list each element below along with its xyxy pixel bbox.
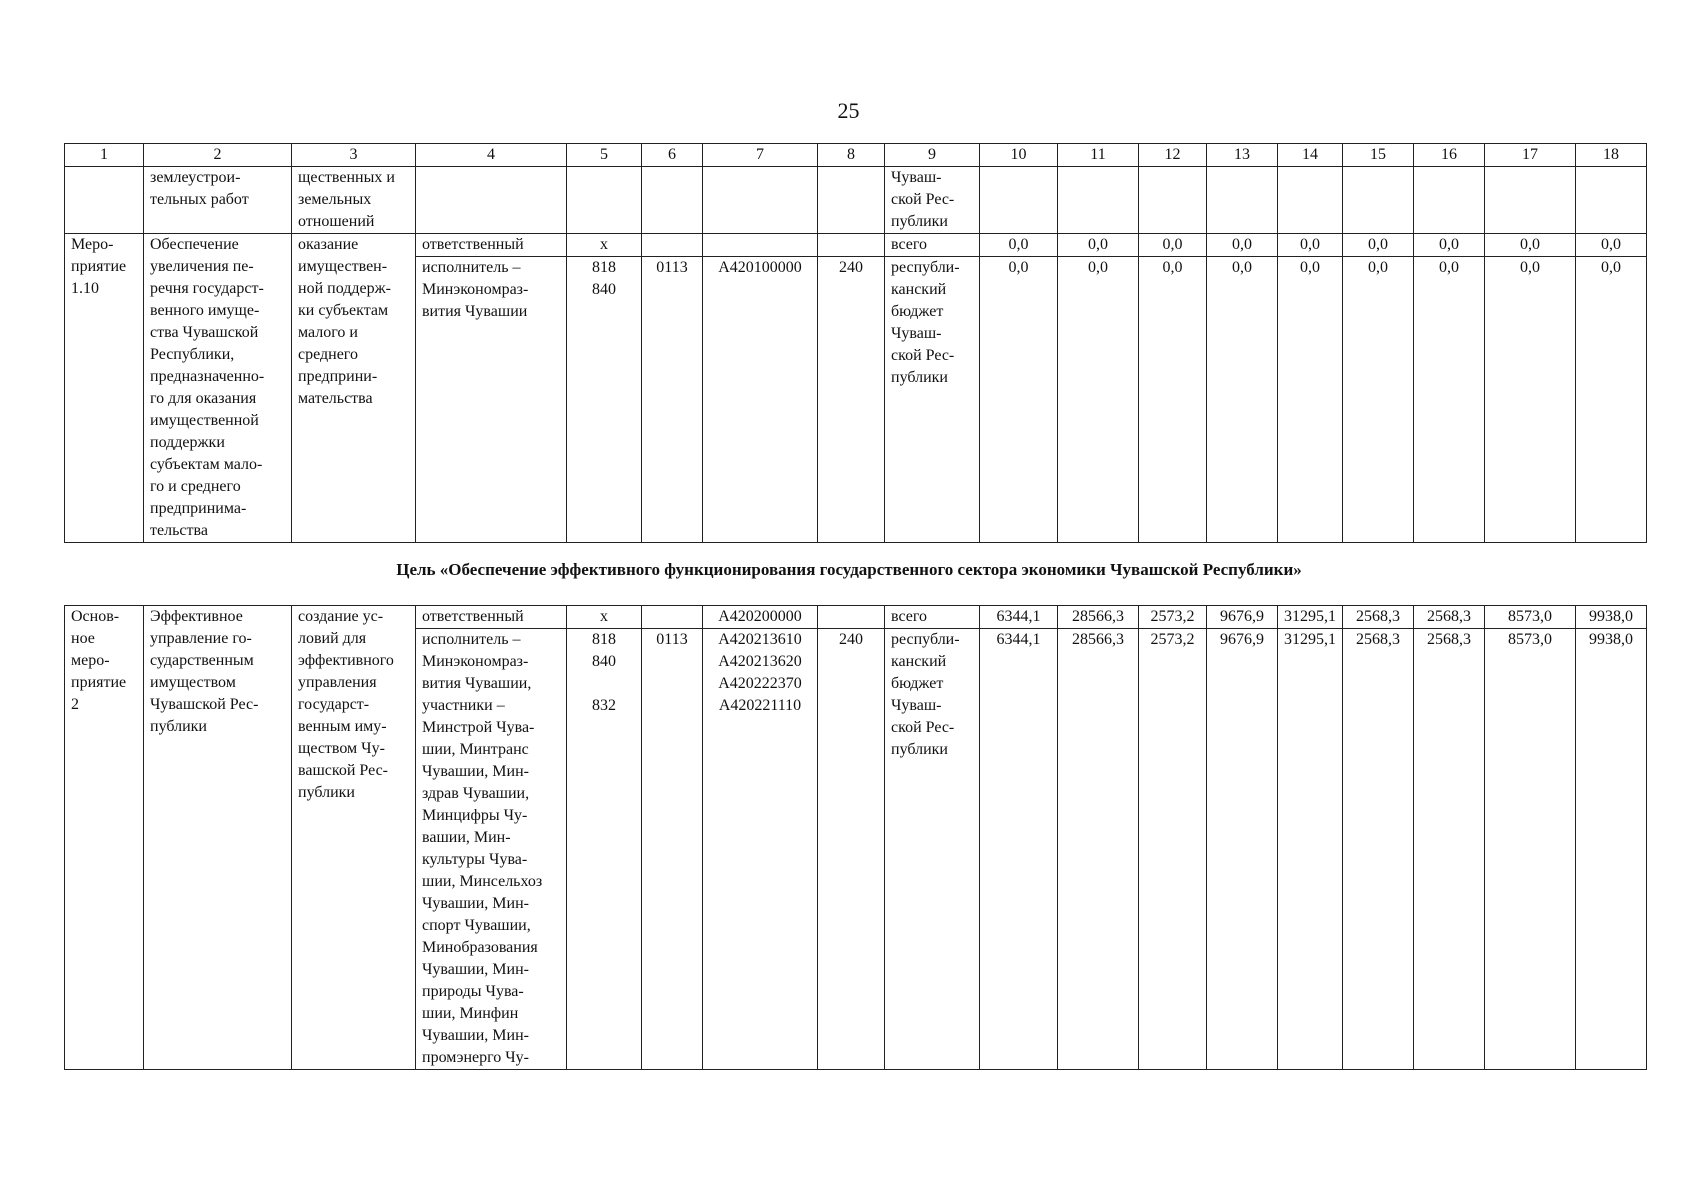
- table-cell: А420200000: [703, 606, 818, 629]
- table-cell: [818, 606, 885, 629]
- measure-total-row: [65, 234, 1647, 257]
- value-cell: 0,0: [1207, 257, 1278, 543]
- value-cell: 0,0: [1414, 257, 1485, 543]
- executor-cell: исполнитель – Минэкономраз- вития Чувашии, участники – Минстрой Чува- шии, Минтранс Чувашии, Мин- здрав Чувашии, Минцифры Чу- вашии, Мин- культуры Чува- шии, Минсельхоз Чувашии, Мин- спорт Чувашии, Минобразования Чувашии, Мин- природы Чува- шии, Минфин Чувашии, Мин- промэнерго Чу-: [416, 629, 567, 1070]
- value-cell: 6344,1: [980, 606, 1058, 629]
- value-cell: 0,0: [1576, 257, 1647, 543]
- table-cell: щественных и земельных отношений: [292, 167, 416, 234]
- value-cell: 0,0: [1485, 234, 1576, 257]
- table-cell: [567, 167, 642, 234]
- page-number: 25: [837, 98, 860, 123]
- value-cell: 0,0: [1058, 257, 1139, 543]
- funding-source: всего: [885, 234, 980, 257]
- value-cell: 6344,1: [980, 629, 1058, 1070]
- column-number: 15: [1343, 144, 1414, 167]
- value-cell: 28566,3: [1058, 606, 1139, 629]
- value-cell: 0,0: [1058, 234, 1139, 257]
- value-cell: 0,0: [1576, 234, 1647, 257]
- value-cell: 9676,9: [1207, 606, 1278, 629]
- measure-task: оказание имуществен- ной поддерж- ки субъектам малого и среднего предприни- мательства: [292, 234, 416, 543]
- value-cell: 0,0: [1207, 234, 1278, 257]
- value-cell: 0,0: [1139, 257, 1207, 543]
- column-number-row: [65, 144, 1647, 167]
- column-number: 10: [980, 144, 1058, 167]
- table-cell: 240: [818, 629, 885, 1070]
- funding-source: республи- канский бюджет Чуваш- ской Рес- публики: [885, 629, 980, 1070]
- continuation-row: [65, 167, 1647, 234]
- program-table-part-1: [64, 143, 1647, 543]
- column-number: 2: [144, 144, 292, 167]
- table-cell: Чуваш- ской Рес- публики: [885, 167, 980, 234]
- column-number: 7: [703, 144, 818, 167]
- column-number: 8: [818, 144, 885, 167]
- measure-title: Эффективное управление го- сударственным имуществом Чувашской Рес- публики: [144, 606, 292, 1070]
- value-cell: 0,0: [1343, 257, 1414, 543]
- value-cell: 2568,3: [1414, 606, 1485, 629]
- table-cell: 240: [818, 257, 885, 543]
- value-cell: 28566,3: [1058, 629, 1139, 1070]
- value-cell: 0,0: [1343, 234, 1414, 257]
- funding-source: республи- канский бюджет Чуваш- ской Рес- публики: [885, 257, 980, 543]
- executor-cell: исполнитель – Минэкономраз- вития Чувашии: [416, 257, 567, 543]
- value-cell: 2568,3: [1414, 629, 1485, 1070]
- column-number: 4: [416, 144, 567, 167]
- value-cell: 0,0: [1414, 234, 1485, 257]
- column-number: 11: [1058, 144, 1139, 167]
- value-cell: 8573,0: [1485, 606, 1576, 629]
- value-cell: 0,0: [980, 234, 1058, 257]
- funding-source: всего: [885, 606, 980, 629]
- measure-title: Обеспечение увеличения пе- речня государст- венного имуще- ства Чувашской Республики, предназначенно- го для оказания имущественной поддержки субъектам мало- го и среднего предпринима- тельства: [144, 234, 292, 543]
- value-cell: 8573,0: [1485, 629, 1576, 1070]
- measure-task: создание ус- ловий для эффективного управления государст- венным иму- ществом Чу- вашской Рес- публики: [292, 606, 416, 1070]
- table-cell: 818 840: [567, 257, 642, 543]
- value-cell: 0,0: [1139, 234, 1207, 257]
- value-cell: 0,0: [1278, 257, 1343, 543]
- table-cell: [642, 606, 703, 629]
- table-cell: 0113: [642, 257, 703, 543]
- main-measure-total-row: [65, 606, 1647, 629]
- table-cell: [703, 234, 818, 257]
- table-cell: [703, 167, 818, 234]
- value-cell: 2573,2: [1139, 629, 1207, 1070]
- value-cell: 9938,0: [1576, 629, 1647, 1070]
- table-cell: х: [567, 234, 642, 257]
- table-cell: землеустрои- тельных работ: [144, 167, 292, 234]
- column-number: 13: [1207, 144, 1278, 167]
- table-cell: [818, 234, 885, 257]
- program-table-part-2: [64, 605, 1647, 1070]
- column-number: 6: [642, 144, 703, 167]
- value-cell: 0,0: [1485, 257, 1576, 543]
- table-cell: А420213610 А420213620 А420222370 А420221110: [703, 629, 818, 1070]
- table-cell: [642, 167, 703, 234]
- measure-code: Меро- приятие 1.10: [65, 234, 144, 543]
- table-cell: 818 840 832: [567, 629, 642, 1070]
- value-cell: 9938,0: [1576, 606, 1647, 629]
- column-number: 3: [292, 144, 416, 167]
- value-cell: 0,0: [1278, 234, 1343, 257]
- value-cell: 2573,2: [1139, 606, 1207, 629]
- column-number: 18: [1576, 144, 1647, 167]
- table-cell: 0113: [642, 629, 703, 1070]
- value-cell: 2568,3: [1343, 606, 1414, 629]
- column-number: 9: [885, 144, 980, 167]
- value-cell: 9676,9: [1207, 629, 1278, 1070]
- column-number: 1: [65, 144, 144, 167]
- value-cell: 2568,3: [1343, 629, 1414, 1070]
- goal-heading: Цель «Обеспечение эффективного функционирования государственного сектора экономики Чувашской Республики»: [396, 560, 1302, 579]
- table-cell: А420100000: [703, 257, 818, 543]
- table-cell: [818, 167, 885, 234]
- value-cell: 31295,1: [1278, 606, 1343, 629]
- column-number: 16: [1414, 144, 1485, 167]
- column-number: 14: [1278, 144, 1343, 167]
- value-cell: 31295,1: [1278, 629, 1343, 1070]
- table-cell: [65, 167, 144, 234]
- column-number: 5: [567, 144, 642, 167]
- measure-code: Основ- ное меро- приятие 2: [65, 606, 144, 1070]
- table-cell: х: [567, 606, 642, 629]
- table-cell: [416, 167, 567, 234]
- executor-label: ответственный: [416, 234, 567, 257]
- column-number: 17: [1485, 144, 1576, 167]
- executor-label: ответственный: [416, 606, 567, 629]
- value-cell: 0,0: [980, 257, 1058, 543]
- table-cell: [642, 234, 703, 257]
- column-number: 12: [1139, 144, 1207, 167]
